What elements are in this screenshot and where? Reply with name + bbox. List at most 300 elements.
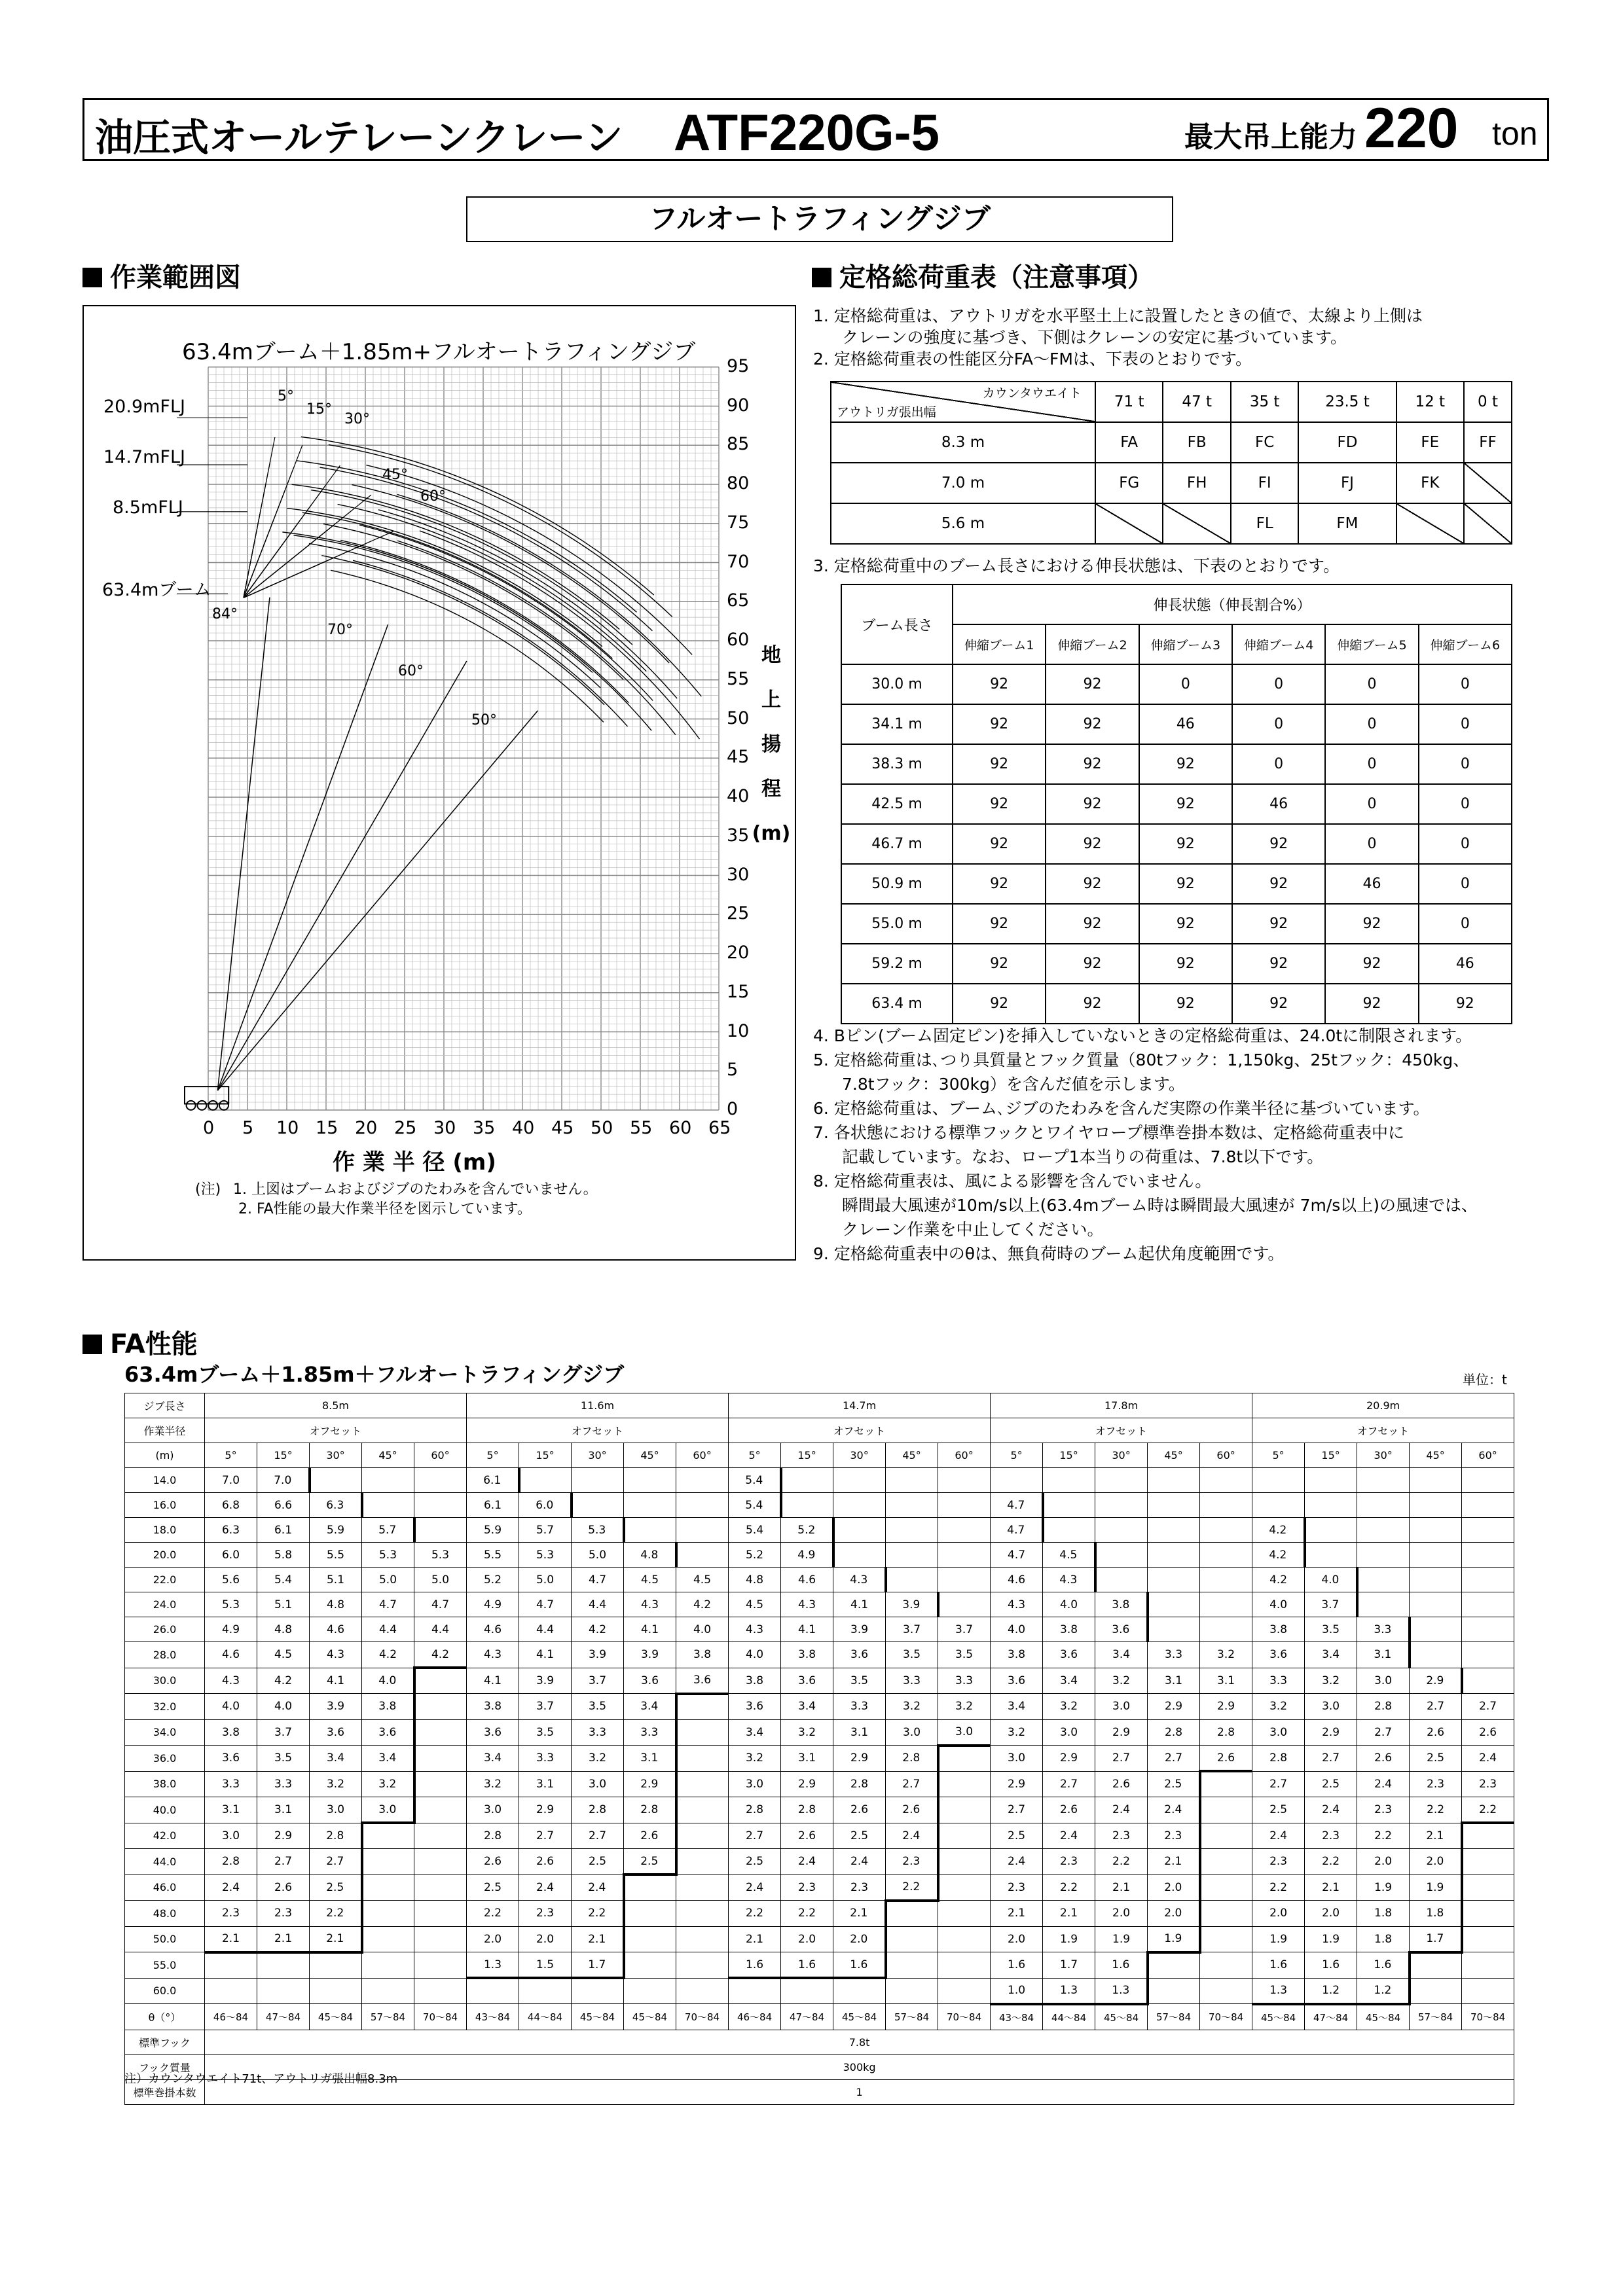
load-cell: 2.2 — [1252, 1874, 1305, 1901]
load-cell — [1410, 1642, 1462, 1668]
load-cell: 2.3 — [1357, 1797, 1410, 1823]
offset-header: オフセット — [1252, 1418, 1514, 1443]
load-cell: 2.1 — [257, 1926, 310, 1952]
load-cell — [938, 1592, 991, 1617]
load-cell: 2.6 — [1410, 1719, 1462, 1746]
load-cell: 1.6 — [1305, 1952, 1357, 1979]
load-cell — [205, 1952, 257, 1979]
load-cell: 2.1 — [1148, 1849, 1200, 1875]
load-cell: 2.6 — [467, 1849, 519, 1875]
note-8-line-2: 瞬間最大風速が10m/s以上(63.4mブーム時は瞬間最大風速が 7m/s以上)の風速では、 — [842, 1196, 1478, 1215]
load-cell: 3.4 — [1305, 1642, 1357, 1668]
load-cell: 3.2 — [1043, 1694, 1095, 1720]
note-5-line-2: 7.8tフック：300kg）を含んだ値を示します。 — [842, 1075, 1185, 1094]
y-tick: 40 — [727, 786, 750, 806]
ext-cell: 55.0 m — [841, 904, 953, 944]
load-cell — [1462, 1568, 1514, 1592]
load-cell: 4.7 — [991, 1493, 1043, 1518]
load-cell: 2.1 — [729, 1926, 781, 1952]
ylabel-2: 上 — [761, 689, 781, 711]
load-cell — [1200, 1926, 1252, 1952]
radius-cell: 24.0 — [125, 1592, 205, 1617]
load-cell: 1.9 — [1095, 1926, 1148, 1952]
load-cell — [1410, 1493, 1462, 1518]
ext-cell: 92 — [953, 664, 1046, 704]
load-cell — [676, 1823, 729, 1849]
theta-cell: 45～84 — [624, 2004, 676, 2030]
ext-cell: 92 — [1139, 984, 1232, 1024]
load-cell: 6.0 — [519, 1493, 572, 1518]
ext-cell: 0 — [1419, 904, 1512, 944]
load-cell: 3.0 — [310, 1797, 362, 1823]
load-cell — [414, 1468, 467, 1493]
load-cell: 4.3 — [991, 1592, 1043, 1617]
ext-cell: 0 — [1419, 864, 1512, 904]
capacity-label: 最大吊上能力 — [1184, 120, 1357, 154]
fa-subtitle: 63.4mブーム＋1.85m＋フルオートラフィングジブ — [124, 1362, 625, 1387]
radius-cell: 48.0 — [125, 1901, 205, 1927]
load-cell: 2.0 — [833, 1926, 886, 1952]
load-cell: 4.7 — [414, 1592, 467, 1617]
class-cell: FB — [1163, 422, 1230, 463]
load-cell — [1462, 1874, 1514, 1901]
x-tick: 15 — [316, 1118, 338, 1138]
extension-table — [841, 584, 1512, 1024]
jib-envelope — [338, 505, 647, 672]
load-cell — [624, 1493, 676, 1518]
load-cell: 2.9 — [1410, 1668, 1462, 1694]
load-cell: 3.5 — [1305, 1617, 1357, 1642]
load-cell — [1410, 1468, 1462, 1493]
load-cell: 3.3 — [205, 1771, 257, 1797]
load-cell: 2.0 — [1148, 1901, 1200, 1927]
load-cell — [414, 1952, 467, 1979]
load-cell: 2.0 — [1305, 1901, 1357, 1927]
load-cell: 2.1 — [1095, 1874, 1148, 1901]
load-cell: 3.3 — [1148, 1642, 1200, 1668]
load-cell: 4.2 — [362, 1642, 414, 1668]
load-cell: 4.8 — [257, 1617, 310, 1642]
section-range-label: 作業範囲図 — [110, 262, 241, 293]
load-cell: 2.1 — [1305, 1874, 1357, 1901]
load-cell: 2.2 — [1410, 1797, 1462, 1823]
load-cell: 3.1 — [833, 1719, 886, 1746]
label-8-5mflj: 8.5mFLJ — [113, 497, 183, 518]
load-cell: 3.8 — [729, 1668, 781, 1694]
reeving-label: 標準巻掛本数 — [125, 2079, 205, 2104]
radius-cell: 30.0 — [125, 1668, 205, 1694]
load-cell: 2.0 — [1095, 1901, 1148, 1927]
load-cell: 2.2 — [572, 1901, 624, 1927]
load-cell — [624, 1468, 676, 1493]
load-cell: 3.7 — [257, 1719, 310, 1746]
load-cell: 3.6 — [205, 1746, 257, 1772]
theta-cell: 70～84 — [414, 2004, 467, 2030]
load-cell: 2.7 — [991, 1797, 1043, 1823]
load-cell: 3.3 — [624, 1719, 676, 1746]
load-cell — [310, 1952, 362, 1979]
load-cell — [1148, 1543, 1200, 1568]
load-cell — [886, 1493, 938, 1518]
offset-col: 45° — [624, 1443, 676, 1468]
load-cell — [1200, 1901, 1252, 1927]
load-cell: 6.3 — [205, 1518, 257, 1543]
load-cell: 3.6 — [624, 1668, 676, 1694]
ext-cell: 92 — [953, 784, 1046, 824]
load-cell: 4.9 — [205, 1617, 257, 1642]
fa-unit: 単位：t — [1463, 1372, 1507, 1388]
load-cell: 3.6 — [467, 1719, 519, 1746]
load-cell: 3.0 — [467, 1797, 519, 1823]
x-tick: 35 — [473, 1118, 496, 1138]
load-cell: 2.9 — [1200, 1694, 1252, 1720]
load-cell — [414, 1849, 467, 1875]
load-cell — [729, 1978, 781, 2004]
load-cell — [1462, 1668, 1514, 1694]
load-cell: 3.0 — [938, 1719, 991, 1746]
load-cell — [1148, 1978, 1200, 2004]
ext-cell: 92 — [953, 984, 1046, 1024]
capacity-unit: ton — [1492, 115, 1538, 152]
load-cell — [1200, 1797, 1252, 1823]
load-cell: 5.4 — [729, 1468, 781, 1493]
angle-84: 84° — [212, 606, 238, 622]
theta-cell: 43～84 — [991, 2004, 1043, 2030]
ext-col: 伸縮ブーム4 — [1232, 624, 1325, 664]
load-cell — [1148, 1617, 1200, 1642]
boom-line — [217, 624, 388, 1090]
load-cell — [572, 1493, 624, 1518]
ext-cell: 0 — [1139, 664, 1232, 704]
load-cell — [624, 1952, 676, 1979]
load-cell — [414, 1746, 467, 1772]
load-cell: 2.5 — [1410, 1746, 1462, 1772]
label-63-4m-boom: 63.4mブーム — [102, 580, 211, 600]
ext-cell: 46 — [1419, 944, 1512, 984]
load-cell — [362, 1493, 414, 1518]
fa-row — [125, 1978, 1514, 2004]
load-cell: 4.4 — [519, 1617, 572, 1642]
theta-label: θ（°） — [125, 2004, 205, 2030]
ext-cell: 92 — [953, 704, 1046, 744]
load-cell: 2.4 — [572, 1874, 624, 1901]
load-cell — [1410, 1617, 1462, 1642]
load-cell: 2.3 — [257, 1901, 310, 1927]
y-tick: 90 — [727, 395, 750, 416]
angle-30: 30° — [344, 411, 370, 427]
y-tick: 75 — [727, 512, 750, 533]
load-cell — [938, 1874, 991, 1901]
load-cell: 2.4 — [833, 1849, 886, 1875]
load-cell: 4.2 — [1252, 1543, 1305, 1568]
load-cell: 3.1 — [1200, 1668, 1252, 1694]
load-cell: 2.3 — [781, 1874, 833, 1901]
load-cell: 3.7 — [572, 1668, 624, 1694]
load-cell — [1462, 1493, 1514, 1518]
theta-cell: 57～84 — [362, 2004, 414, 2030]
offset-col: 60° — [938, 1443, 991, 1468]
load-cell — [1357, 1543, 1410, 1568]
class-cell: FJ — [1298, 463, 1396, 503]
load-cell: 1.7 — [572, 1952, 624, 1979]
load-cell: 7.0 — [257, 1468, 310, 1493]
load-cell: 3.1 — [624, 1746, 676, 1772]
load-cell: 2.8 — [1357, 1694, 1410, 1720]
load-cell — [938, 1771, 991, 1797]
load-cell: 3.5 — [833, 1668, 886, 1694]
load-cell: 5.0 — [572, 1543, 624, 1568]
load-cell: 1.2 — [1357, 1978, 1410, 2004]
jib-length-header: ジブ長さ — [125, 1393, 205, 1418]
load-cell: 2.2 — [886, 1874, 938, 1901]
load-cell — [886, 1952, 938, 1979]
load-cell — [1462, 1642, 1514, 1668]
corner-top: カウンタウエイト — [982, 386, 1082, 401]
load-cell — [886, 1568, 938, 1592]
load-cell — [676, 1797, 729, 1823]
load-cell — [1462, 1952, 1514, 1979]
load-cell: 2.0 — [781, 1926, 833, 1952]
load-cell: 1.6 — [1095, 1952, 1148, 1979]
load-cell: 3.5 — [257, 1746, 310, 1772]
load-cell: 4.1 — [519, 1642, 572, 1668]
load-cell: 2.6 — [257, 1874, 310, 1901]
load-cell — [1200, 1568, 1252, 1592]
load-cell: 5.2 — [467, 1568, 519, 1592]
load-cell — [781, 1493, 833, 1518]
offset-col: 45° — [886, 1443, 938, 1468]
radius-cell: 36.0 — [125, 1746, 205, 1772]
angle-15: 15° — [306, 401, 332, 418]
class-cell — [1095, 503, 1163, 544]
ext-col: 伸縮ブーム3 — [1139, 624, 1232, 664]
load-cell: 2.2 — [1462, 1797, 1514, 1823]
load-cell — [1462, 1468, 1514, 1493]
load-cell: 2.7 — [1357, 1719, 1410, 1746]
load-cell: 2.3 — [1095, 1823, 1148, 1849]
load-cell: 6.1 — [257, 1518, 310, 1543]
load-cell: 2.1 — [310, 1926, 362, 1952]
load-cell: 2.2 — [781, 1901, 833, 1927]
theta-cell: 70～84 — [1200, 2004, 1252, 2030]
theta-cell: 46～84 — [205, 2004, 257, 2030]
outrigger-width: 7.0 m — [831, 463, 1095, 503]
theta-cell: 70～84 — [1462, 2004, 1514, 2030]
load-cell: 5.0 — [414, 1568, 467, 1592]
load-cell — [938, 1468, 991, 1493]
load-cell — [1410, 1518, 1462, 1543]
load-cell: 1.7 — [1043, 1952, 1095, 1979]
load-cell: 4.0 — [676, 1617, 729, 1642]
load-cell — [781, 1978, 833, 2004]
load-cell: 2.8 — [886, 1746, 938, 1772]
load-cell: 6.8 — [205, 1493, 257, 1518]
load-cell: 3.7 — [519, 1694, 572, 1720]
x-tick: 65 — [708, 1118, 731, 1138]
load-cell: 2.7 — [519, 1823, 572, 1849]
ext-cell: 0 — [1325, 784, 1418, 824]
load-cell: 2.4 — [1462, 1746, 1514, 1772]
theta-cell: 57～84 — [886, 2004, 938, 2030]
jib-col: 20.9m — [1252, 1393, 1514, 1418]
class-cell — [1464, 463, 1512, 503]
label-20-9mflj: 20.9mFLJ — [103, 397, 185, 417]
load-cell — [1200, 1874, 1252, 1901]
theta-cell: 45～84 — [833, 2004, 886, 2030]
load-cell: 3.1 — [205, 1797, 257, 1823]
load-cell: 2.4 — [729, 1874, 781, 1901]
load-cell: 4.3 — [205, 1668, 257, 1694]
corner-bottom: アウトリガ張出幅 — [837, 405, 936, 420]
load-cell: 2.4 — [519, 1874, 572, 1901]
load-cell: 2.7 — [1095, 1746, 1148, 1772]
load-cell: 2.4 — [1043, 1823, 1095, 1849]
y-tick: 55 — [727, 668, 750, 689]
jib-title: フルオートラフィングジブ — [466, 196, 1173, 242]
load-cell: 2.3 — [886, 1849, 938, 1875]
load-cell — [624, 1901, 676, 1927]
offset-col: 30° — [310, 1443, 362, 1468]
load-cell: 4.4 — [572, 1592, 624, 1617]
load-cell — [362, 1978, 414, 2004]
jib-col: 8.5m — [205, 1393, 467, 1418]
offset-col: 15° — [1043, 1443, 1095, 1468]
load-cell: 1.8 — [1357, 1926, 1410, 1952]
load-cell: 3.8 — [781, 1642, 833, 1668]
radius-cell: 60.0 — [125, 1978, 205, 2004]
load-cell: 3.1 — [1357, 1642, 1410, 1668]
theta-cell: 44～84 — [519, 2004, 572, 2030]
load-cell: 2.9 — [624, 1771, 676, 1797]
load-cell: 4.1 — [781, 1617, 833, 1642]
chart-note-1: 1. 上図はブームおよびジブのたわみを含んでいません。 — [233, 1181, 598, 1198]
load-cell — [205, 1978, 257, 2004]
load-cell — [414, 1926, 467, 1952]
load-cell: 2.4 — [1252, 1823, 1305, 1849]
offset-col: 45° — [1410, 1443, 1462, 1468]
radius-header: 作業半径 — [125, 1418, 205, 1443]
load-cell: 2.3 — [1410, 1771, 1462, 1797]
load-cell — [938, 1952, 991, 1979]
load-cell: 1.3 — [467, 1952, 519, 1979]
load-cell — [1200, 1771, 1252, 1797]
outrigger-width: 8.3 m — [831, 422, 1095, 463]
load-cell: 2.3 — [1462, 1771, 1514, 1797]
angle-60b: 60° — [398, 663, 424, 679]
load-cell: 4.2 — [257, 1668, 310, 1694]
load-cell: 2.3 — [1252, 1849, 1305, 1875]
load-cell — [1200, 1952, 1252, 1979]
ext-cell: 92 — [1325, 904, 1418, 944]
load-cell: 3.2 — [1200, 1642, 1252, 1668]
load-cell — [833, 1493, 886, 1518]
theta-cell: 45～84 — [1252, 2004, 1305, 2030]
y-tick: 25 — [727, 903, 750, 924]
load-cell — [467, 1978, 519, 2004]
load-cell: 3.4 — [362, 1746, 414, 1772]
load-cell — [1462, 1592, 1514, 1617]
load-cell: 6.3 — [310, 1493, 362, 1518]
load-cell: 3.9 — [310, 1694, 362, 1720]
load-cell: 3.2 — [362, 1771, 414, 1797]
load-cell — [1462, 1926, 1514, 1952]
load-cell: 2.8 — [729, 1797, 781, 1823]
load-cell: 3.8 — [205, 1719, 257, 1746]
load-cell: 3.0 — [205, 1823, 257, 1849]
load-cell — [676, 1926, 729, 1952]
load-cell — [1148, 1568, 1200, 1592]
y-tick: 85 — [727, 434, 750, 455]
load-cell: 3.6 — [310, 1719, 362, 1746]
offset-col: 60° — [414, 1443, 467, 1468]
load-cell: 2.5 — [729, 1849, 781, 1875]
load-cell: 4.7 — [519, 1592, 572, 1617]
load-cell: 5.2 — [729, 1543, 781, 1568]
x-tick: 30 — [433, 1118, 456, 1138]
load-cell: 2.2 — [1357, 1823, 1410, 1849]
ext-cell: 92 — [1232, 904, 1325, 944]
load-cell: 2.2 — [1305, 1849, 1357, 1875]
class-cell: FC — [1231, 422, 1298, 463]
load-cell: 1.6 — [729, 1952, 781, 1979]
load-cell: 1.8 — [1357, 1901, 1410, 1927]
load-cell: 1.9 — [1357, 1874, 1410, 1901]
load-cell: 2.2 — [1095, 1849, 1148, 1875]
section-fa — [82, 1323, 198, 1361]
ext-row — [841, 984, 1512, 1024]
load-cell — [833, 1543, 886, 1568]
load-cell: 2.8 — [781, 1797, 833, 1823]
load-cell: 2.5 — [624, 1849, 676, 1875]
load-cell — [1095, 1518, 1148, 1543]
load-cell: 2.6 — [1043, 1797, 1095, 1823]
load-cell — [886, 1978, 938, 2004]
class-cell: FI — [1231, 463, 1298, 503]
offset-col: 45° — [362, 1443, 414, 1468]
note-6: 6. 定格総荷重は、ブーム､ジブのたわみを含んだ実際の作業半径に基づいています。 — [813, 1099, 1430, 1118]
ext-row — [841, 744, 1512, 784]
fa-row — [125, 1874, 1514, 1901]
load-cell: 2.8 — [833, 1771, 886, 1797]
load-cell — [1305, 1493, 1357, 1518]
note-8-line-1: 8. 定格総荷重表は、風による影響を含んでいません。 — [813, 1172, 1212, 1191]
radius-cell: 16.0 — [125, 1493, 205, 1518]
load-cell: 4.7 — [991, 1518, 1043, 1543]
load-cell: 3.2 — [467, 1771, 519, 1797]
jib-envelope — [331, 570, 604, 722]
ext-cell: 0 — [1325, 824, 1418, 864]
radius-cell: 38.0 — [125, 1771, 205, 1797]
load-cell — [676, 1978, 729, 2004]
load-cell: 3.6 — [676, 1668, 729, 1694]
ext-cell: 0 — [1232, 704, 1325, 744]
load-cell: 2.5 — [1148, 1771, 1200, 1797]
load-cell — [1462, 1849, 1514, 1875]
ext-cell: 63.4 m — [841, 984, 953, 1024]
load-cell: 5.1 — [257, 1592, 310, 1617]
load-cell: 2.1 — [1410, 1823, 1462, 1849]
load-cell: 2.6 — [624, 1823, 676, 1849]
y-axis-label — [752, 634, 791, 856]
load-cell — [676, 1901, 729, 1927]
angle-5: 5° — [278, 388, 294, 404]
ext-cell: 92 — [1232, 824, 1325, 864]
theta-cell: 47～84 — [257, 2004, 310, 2030]
ext-cell: 92 — [1232, 984, 1325, 1024]
load-cell — [1200, 1518, 1252, 1543]
ext-row — [841, 944, 1512, 984]
class-cell — [1396, 503, 1464, 544]
